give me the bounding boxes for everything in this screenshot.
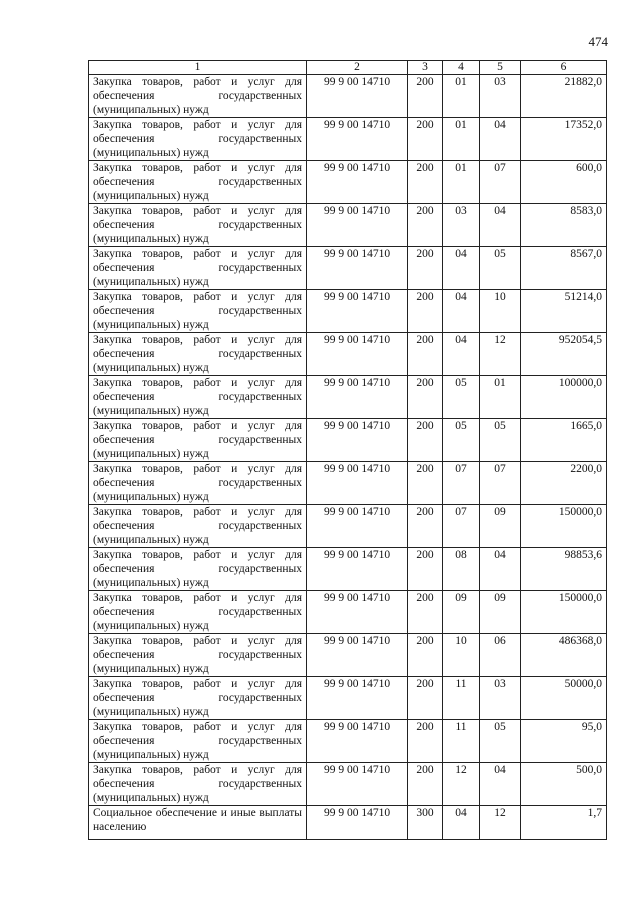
row-rz-cell: 04 xyxy=(443,290,480,333)
table-row xyxy=(89,75,607,118)
row-vr-cell: 200 xyxy=(408,763,443,806)
row-code-cell: 99 9 00 14710 xyxy=(307,290,408,333)
row-pr-cell: 06 xyxy=(480,634,521,677)
row-rz-cell: 01 xyxy=(443,161,480,204)
row-code-cell: 99 9 00 14710 xyxy=(307,806,408,840)
row-rz-cell: 11 xyxy=(443,720,480,763)
page-number: 474 xyxy=(588,34,608,49)
row-vr-cell: 300 xyxy=(408,806,443,840)
row-vr-cell: 200 xyxy=(408,333,443,376)
row-name-cell: Закупка товаров, работ и услуг для обеспечения государственных (муниципальных) нужд xyxy=(89,720,307,763)
row-code-cell: 99 9 00 14710 xyxy=(307,591,408,634)
row-pr-cell: 05 xyxy=(480,247,521,290)
row-sum-cell: 500,0 xyxy=(521,763,607,806)
row-name-cell: Закупка товаров, работ и услуг для обеспечения государственных (муниципальных) нужд xyxy=(89,677,307,720)
row-vr-cell: 200 xyxy=(408,462,443,505)
row-rz-cell: 05 xyxy=(443,419,480,462)
budget-table xyxy=(88,60,607,840)
row-rz-cell: 01 xyxy=(443,118,480,161)
row-sum-cell: 8567,0 xyxy=(521,247,607,290)
table-row xyxy=(89,204,607,247)
row-pr-cell: 10 xyxy=(480,290,521,333)
table-row xyxy=(89,376,607,419)
header-cell-6: 6 xyxy=(521,61,607,75)
row-name-cell: Закупка товаров, работ и услуг для обеспечения государственных (муниципальных) нужд xyxy=(89,204,307,247)
row-sum-cell: 1665,0 xyxy=(521,419,607,462)
row-sum-cell: 1,7 xyxy=(521,806,607,840)
row-code-cell: 99 9 00 14710 xyxy=(307,204,408,247)
row-sum-cell: 98853,6 xyxy=(521,548,607,591)
header-cell-4: 4 xyxy=(443,61,480,75)
row-rz-cell: 04 xyxy=(443,806,480,840)
row-name-cell: Закупка товаров, работ и услуг для обеспечения государственных (муниципальных) нужд xyxy=(89,763,307,806)
row-sum-cell: 600,0 xyxy=(521,161,607,204)
row-code-cell: 99 9 00 14710 xyxy=(307,720,408,763)
row-pr-cell: 09 xyxy=(480,591,521,634)
row-sum-cell: 952054,5 xyxy=(521,333,607,376)
table-row xyxy=(89,505,607,548)
row-vr-cell: 200 xyxy=(408,505,443,548)
row-sum-cell: 21882,0 xyxy=(521,75,607,118)
header-cell-1: 1 xyxy=(89,61,307,75)
row-pr-cell: 09 xyxy=(480,505,521,548)
row-rz-cell: 08 xyxy=(443,548,480,591)
table-row xyxy=(89,720,607,763)
row-rz-cell: 07 xyxy=(443,505,480,548)
row-sum-cell: 51214,0 xyxy=(521,290,607,333)
row-name-cell: Закупка товаров, работ и услуг для обеспечения государственных (муниципальных) нужд xyxy=(89,247,307,290)
row-pr-cell: 05 xyxy=(480,720,521,763)
row-name-cell: Закупка товаров, работ и услуг для обеспечения государственных (муниципальных) нужд xyxy=(89,376,307,419)
table-body xyxy=(89,75,607,840)
table-row xyxy=(89,462,607,505)
row-rz-cell: 07 xyxy=(443,462,480,505)
row-code-cell: 99 9 00 14710 xyxy=(307,548,408,591)
row-pr-cell: 05 xyxy=(480,419,521,462)
row-sum-cell: 150000,0 xyxy=(521,505,607,548)
row-vr-cell: 200 xyxy=(408,376,443,419)
row-pr-cell: 04 xyxy=(480,118,521,161)
row-pr-cell: 04 xyxy=(480,548,521,591)
table-row xyxy=(89,548,607,591)
row-code-cell: 99 9 00 14710 xyxy=(307,247,408,290)
row-sum-cell: 8583,0 xyxy=(521,204,607,247)
row-pr-cell: 04 xyxy=(480,204,521,247)
row-rz-cell: 03 xyxy=(443,204,480,247)
row-sum-cell: 17352,0 xyxy=(521,118,607,161)
header-cell-5: 5 xyxy=(480,61,521,75)
table-row xyxy=(89,763,607,806)
table-row xyxy=(89,118,607,161)
row-name-cell: Закупка товаров, работ и услуг для обеспечения государственных (муниципальных) нужд xyxy=(89,290,307,333)
row-sum-cell: 486368,0 xyxy=(521,634,607,677)
row-pr-cell: 01 xyxy=(480,376,521,419)
table-row xyxy=(89,247,607,290)
row-name-cell: Закупка товаров, работ и услуг для обеспечения государственных (муниципальных) нужд xyxy=(89,548,307,591)
table-row xyxy=(89,419,607,462)
row-pr-cell: 12 xyxy=(480,333,521,376)
row-pr-cell: 07 xyxy=(480,462,521,505)
row-name-cell: Закупка товаров, работ и услуг для обеспечения государственных (муниципальных) нужд xyxy=(89,419,307,462)
row-name-cell: Закупка товаров, работ и услуг для обеспечения государственных (муниципальных) нужд xyxy=(89,591,307,634)
row-pr-cell: 07 xyxy=(480,161,521,204)
row-sum-cell: 150000,0 xyxy=(521,591,607,634)
row-code-cell: 99 9 00 14710 xyxy=(307,634,408,677)
row-rz-cell: 10 xyxy=(443,634,480,677)
row-vr-cell: 200 xyxy=(408,290,443,333)
row-vr-cell: 200 xyxy=(408,591,443,634)
row-vr-cell: 200 xyxy=(408,118,443,161)
row-code-cell: 99 9 00 14710 xyxy=(307,763,408,806)
row-code-cell: 99 9 00 14710 xyxy=(307,677,408,720)
header-row xyxy=(89,61,607,75)
row-vr-cell: 200 xyxy=(408,75,443,118)
row-sum-cell: 50000,0 xyxy=(521,677,607,720)
row-code-cell: 99 9 00 14710 xyxy=(307,161,408,204)
row-code-cell: 99 9 00 14710 xyxy=(307,333,408,376)
table-row xyxy=(89,806,607,840)
row-pr-cell: 04 xyxy=(480,763,521,806)
table-row xyxy=(89,591,607,634)
row-name-cell: Закупка товаров, работ и услуг для обеспечения государственных (муниципальных) нужд xyxy=(89,333,307,376)
row-code-cell: 99 9 00 14710 xyxy=(307,462,408,505)
row-pr-cell: 03 xyxy=(480,75,521,118)
row-code-cell: 99 9 00 14710 xyxy=(307,75,408,118)
row-vr-cell: 200 xyxy=(408,419,443,462)
row-code-cell: 99 9 00 14710 xyxy=(307,118,408,161)
table-row xyxy=(89,333,607,376)
table-row xyxy=(89,634,607,677)
row-name-cell: Закупка товаров, работ и услуг для обеспечения государственных (муниципальных) нужд xyxy=(89,118,307,161)
row-vr-cell: 200 xyxy=(408,247,443,290)
row-code-cell: 99 9 00 14710 xyxy=(307,505,408,548)
row-rz-cell: 11 xyxy=(443,677,480,720)
row-name-cell: Закупка товаров, работ и услуг для обеспечения государственных (муниципальных) нужд xyxy=(89,75,307,118)
row-name-cell: Закупка товаров, работ и услуг для обеспечения государственных (муниципальных) нужд xyxy=(89,634,307,677)
row-rz-cell: 04 xyxy=(443,247,480,290)
row-vr-cell: 200 xyxy=(408,720,443,763)
row-name-cell: Социальное обеспечение и иные выплаты населению xyxy=(89,806,307,840)
row-pr-cell: 03 xyxy=(480,677,521,720)
row-vr-cell: 200 xyxy=(408,677,443,720)
table-row xyxy=(89,677,607,720)
row-rz-cell: 09 xyxy=(443,591,480,634)
row-vr-cell: 200 xyxy=(408,204,443,247)
row-vr-cell: 200 xyxy=(408,161,443,204)
row-vr-cell: 200 xyxy=(408,548,443,591)
row-sum-cell: 95,0 xyxy=(521,720,607,763)
row-sum-cell: 100000,0 xyxy=(521,376,607,419)
table-row xyxy=(89,161,607,204)
row-rz-cell: 12 xyxy=(443,763,480,806)
row-name-cell: Закупка товаров, работ и услуг для обеспечения государственных (муниципальных) нужд xyxy=(89,462,307,505)
row-rz-cell: 01 xyxy=(443,75,480,118)
row-name-cell: Закупка товаров, работ и услуг для обеспечения государственных (муниципальных) нужд xyxy=(89,505,307,548)
row-name-cell: Закупка товаров, работ и услуг для обеспечения государственных (муниципальных) нужд xyxy=(89,161,307,204)
header-cell-3: 3 xyxy=(408,61,443,75)
row-rz-cell: 04 xyxy=(443,333,480,376)
header-cell-2: 2 xyxy=(307,61,408,75)
table-row xyxy=(89,290,607,333)
row-vr-cell: 200 xyxy=(408,634,443,677)
row-sum-cell: 2200,0 xyxy=(521,462,607,505)
row-code-cell: 99 9 00 14710 xyxy=(307,419,408,462)
row-code-cell: 99 9 00 14710 xyxy=(307,376,408,419)
row-rz-cell: 05 xyxy=(443,376,480,419)
row-pr-cell: 12 xyxy=(480,806,521,840)
